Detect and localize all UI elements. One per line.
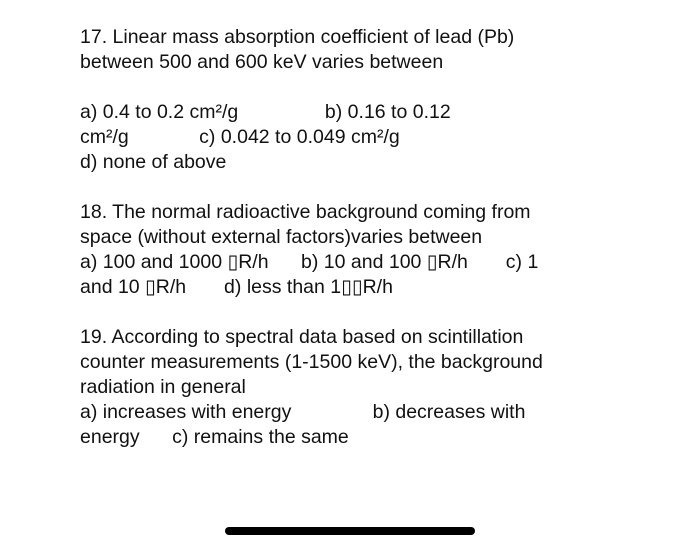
home-indicator-bar[interactable] [225,527,475,535]
spacer [80,75,680,100]
text-line: radiation in general [80,376,246,398]
text-line: and 10 ▯R/h d) less than 1▯▯R/h [80,276,393,298]
text-line: space (without external factors)varies between [80,226,483,248]
text-line: a) 0.4 to 0.2 cm²/g b) 0.16 to 0.12 [80,101,451,123]
text-line: 19. According to spectral data based on scintillation [80,326,524,348]
text-line: 18. The normal radioactive background coming from [80,201,531,223]
text-line: counter measurements (1-1500 keV), the background [80,351,543,373]
spacer [80,175,680,200]
text-line: energy c) remains the same [80,426,349,448]
document-body [80,25,680,450]
question-17-options [80,100,680,175]
text-line: cm²/g c) 0.042 to 0.049 cm²/g [80,126,400,148]
text-line: 17. Linear mass absorption coefficient of lead (Pb) [80,26,515,48]
question-17-stem [80,25,680,75]
question-18 [80,200,680,300]
text-line: a) increases with energy b) decreases with [80,401,526,423]
text-line: a) 100 and 1000 ▯R/h b) 10 and 100 ▯R/h c) 1 [80,251,539,273]
question-19 [80,325,680,450]
text-line: d) none of above [80,151,227,173]
text-line: between 500 and 600 keV varies between [80,51,444,73]
spacer [80,300,680,325]
